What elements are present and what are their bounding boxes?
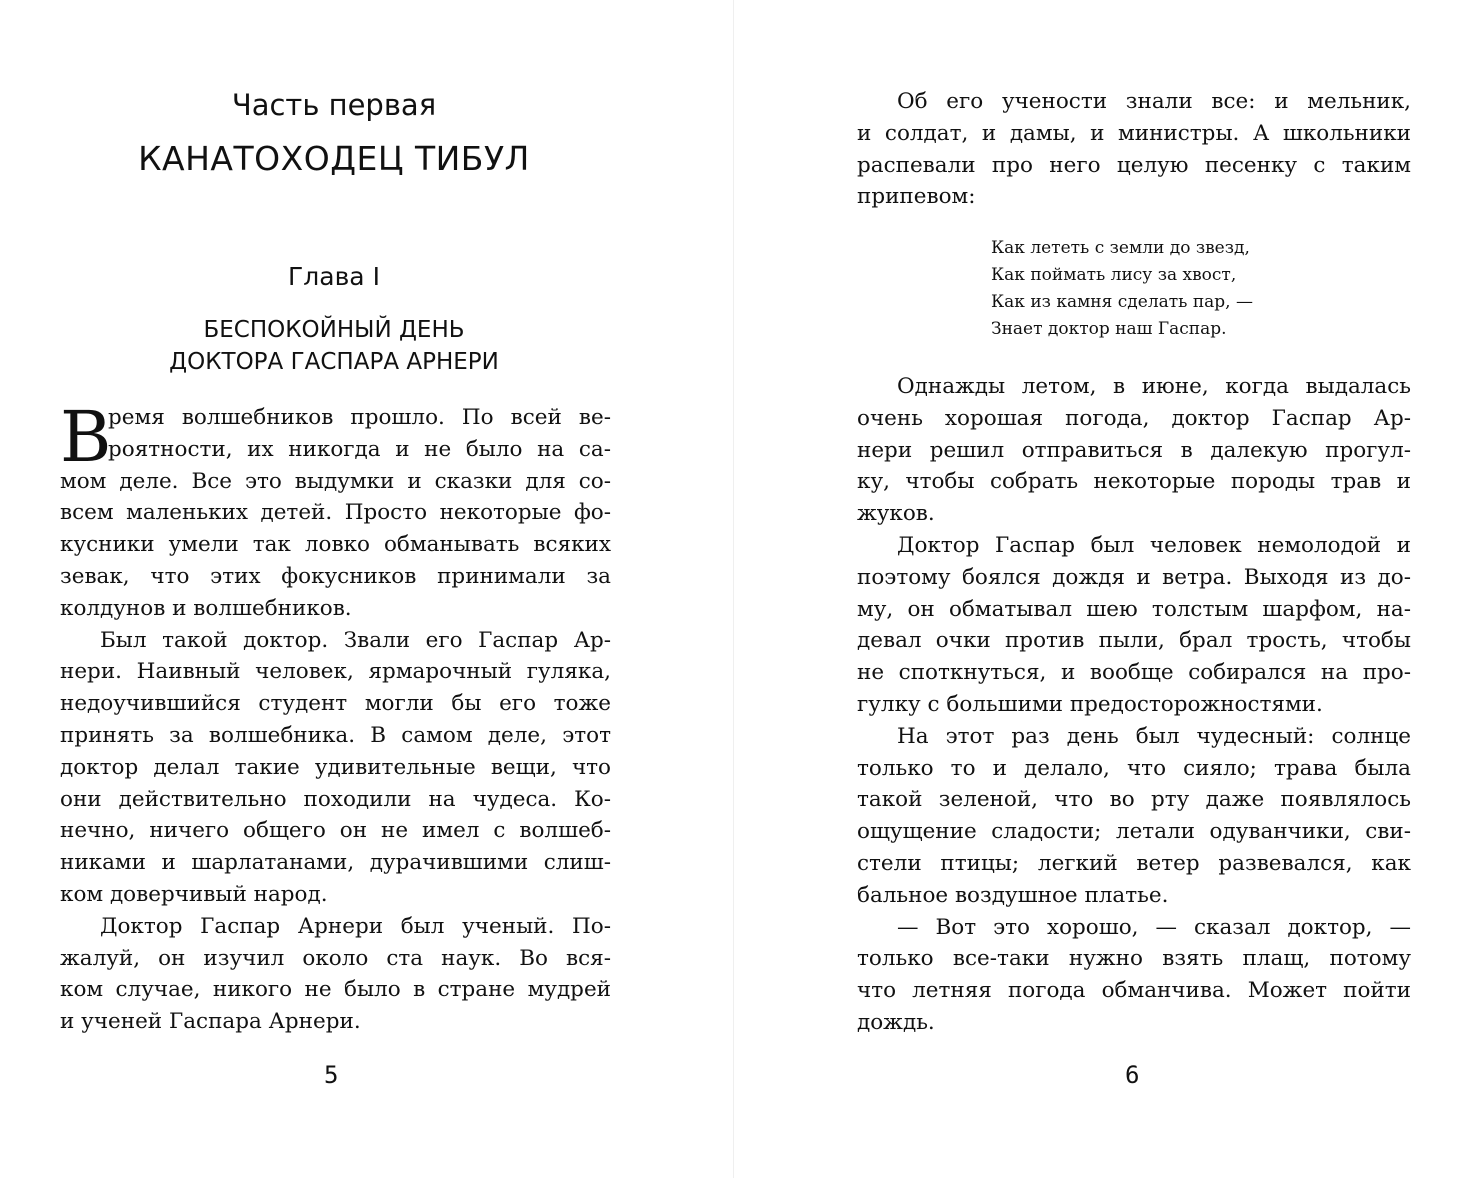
drop-cap: В [60, 396, 112, 478]
text-line: ремя волшебников прошло. По всей ве- [108, 405, 611, 430]
text-line: припевом: [857, 184, 976, 210]
text-line: никами и шарлатанами, дурачившими слиш- [60, 850, 611, 876]
text-line: гулку с большими предосторожностями. [857, 691, 1323, 717]
text-line: только то и делало, что сияло; трава была [857, 755, 1411, 781]
text-line: нери решил отправиться в далекую прогул- [857, 437, 1411, 463]
text-line: дождь. [857, 1009, 935, 1035]
verse-line: Как лететь с земли до звезд, [991, 238, 1250, 258]
chapter-title [0, 314, 668, 378]
text-line: принять за волшебника. В самом деле, этот [60, 722, 611, 748]
text-line: жуков. [857, 501, 935, 527]
text-line: Однажды летом, в июне, когда выдалась [897, 374, 1411, 399]
right-body-text-continued [857, 371, 1411, 1039]
right-page [734, 0, 1477, 1178]
verse-block [991, 235, 1253, 343]
text-line: кусники умели так ловко обманывать всяких [60, 532, 611, 558]
chapter-label: Глава I [288, 262, 380, 291]
text-line: мом деле. Все это выдумки и сказки для со- [60, 468, 611, 494]
text-line: поэтому боялся дождя и ветра. Выходя из до- [857, 564, 1411, 590]
text-line: они действительно походили на чудеса. Ко- [60, 786, 611, 812]
text-line: не споткнуться, и вообще собирался на про- [857, 660, 1411, 686]
text-line: стели птицы; легкий ветер развевался, как [857, 850, 1411, 876]
part-title: КАНАТОХОДЕЦ ТИБУЛ [138, 139, 530, 178]
verse-line: Как из камня сделать пар, — [991, 292, 1253, 312]
text-line: му, он обматывал шею толстым шарфом, на- [857, 596, 1411, 622]
text-line: доктор делал такие удивительные вещи, что [60, 754, 611, 780]
text-line: бальное воздушное платье. [857, 882, 1169, 908]
part-label: Часть первая [231, 88, 437, 122]
text-line: нери. Наивный человек, ярмарочный гуляка, [60, 659, 611, 685]
text-line: — Вот это хорошо, — сказал доктор, — [897, 914, 1411, 940]
text-line: ком доверчивый народ. [60, 881, 328, 907]
text-line: Был такой доктор. Звали его Гаспар Ар- [100, 627, 611, 653]
text-line: девал очки против пыли, брал трость, чтобы [857, 628, 1411, 654]
text-line: Об его учености знали все: и мельник, [897, 89, 1411, 114]
text-line: и ученей Гаспара Арнери. [60, 1009, 361, 1035]
left-page [0, 0, 734, 1178]
page-number: 6 [1125, 1061, 1140, 1089]
left-body-text [60, 396, 611, 1038]
text-line: ку, чтобы собрать некоторые породы трав и [857, 469, 1411, 495]
text-line: распевали про него целую песенку с таким [857, 152, 1411, 178]
text-line: нечно, ничего общего он не имел с волшеб- [60, 818, 611, 844]
right-body-text [857, 86, 1411, 213]
chapter-title-line: БЕСПОКОЙНЫЙ ДЕНЬ [203, 317, 465, 343]
text-line: ком случае, никого не было в стране мудрей [60, 977, 611, 1003]
verse-line: Знает доктор наш Гаспар. [991, 319, 1227, 339]
text-line: роятности, их никогда и не было на са- [108, 436, 611, 462]
text-line: такой зеленой, что во рту даже появлялось [857, 787, 1411, 813]
text-line: Доктор Гаспар Арнери был ученый. По- [100, 913, 611, 939]
text-line: очень хорошая погода, доктор Гаспар Ар- [857, 405, 1411, 431]
page-number: 5 [324, 1061, 339, 1089]
text-line: На этот раз день был чудесный: солнце [897, 723, 1411, 749]
text-line: колдунов и волшебников. [60, 595, 352, 621]
verse-line: Как поймать лису за хвост, [991, 265, 1237, 285]
text-line: и солдат, и дамы, и министры. А школьники [857, 120, 1411, 146]
chapter-title-line: ДОКТОРА ГАСПАРА АРНЕРИ [169, 349, 499, 375]
text-line: что летняя погода обманчива. Может пойти [857, 978, 1411, 1004]
text-line: зевак, что этих фокусников принимали за [60, 563, 611, 589]
text-line: всем маленьких детей. Просто некоторые фо- [60, 500, 611, 526]
text-line: недоучившийся студент могли бы его тоже [60, 691, 611, 717]
text-line: ощущение сладости; летали одуванчики, сви- [857, 819, 1411, 845]
text-line: Доктор Гаспар был человек немолодой и [897, 532, 1411, 558]
text-line: только все-таки нужно взять плащ, потому [857, 946, 1411, 972]
text-line: жалуй, он изучил около ста наук. Во вся- [60, 945, 611, 971]
